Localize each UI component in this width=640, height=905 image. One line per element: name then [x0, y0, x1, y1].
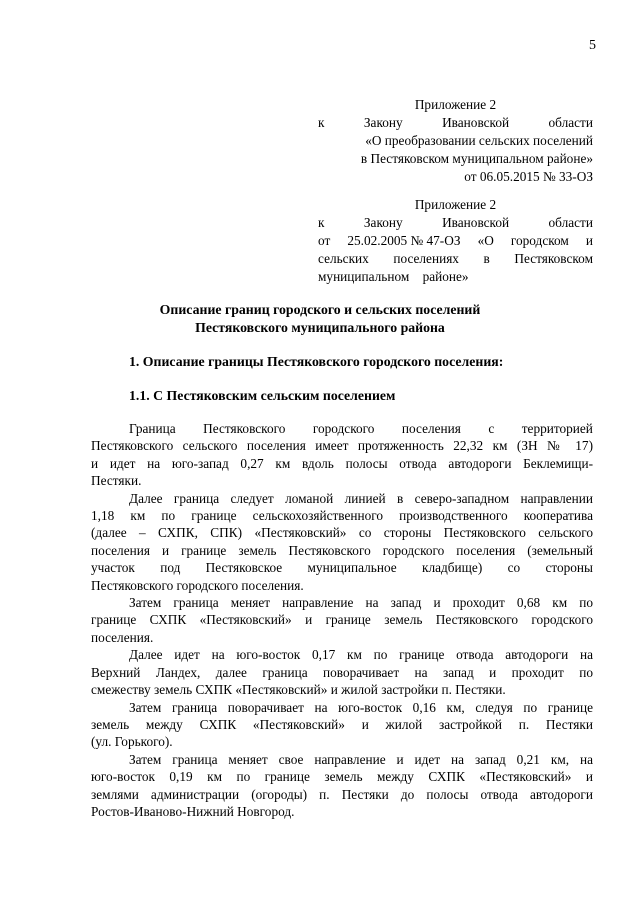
line-text: Затем граница поворачивает на юго-восток 0,16 км, следуя по границе [129, 699, 593, 715]
text-line [91, 646, 593, 663]
text-line [91, 437, 593, 454]
appendix1-line1: Приложение 2 [414, 97, 497, 112]
text-line [91, 716, 593, 733]
line-text: Верхний Ландех, далее граница поворачивает на запад и проходит по [91, 664, 593, 680]
paragraph [91, 646, 593, 698]
appendix2-line3 [318, 232, 593, 250]
line-text: Пестяки. [91, 473, 142, 489]
text-line [91, 803, 593, 820]
line-text: (ул. Горького). [91, 734, 173, 750]
text-line [91, 594, 593, 611]
line-text: юго-восток 0,19 км по границе земель между СХПК «Пестяковский» и [91, 769, 593, 785]
line-text: смежеству земель СХПК «Пестяковский» и жилой застройки п. Пестяки. [91, 682, 506, 698]
page-number: 5 [589, 38, 596, 53]
paragraph [91, 490, 593, 594]
appendix1-line2 [318, 114, 593, 132]
text-line [91, 786, 593, 803]
text-line [91, 455, 593, 472]
word: 25.02.2005 № 47-ОЗ [347, 233, 461, 248]
word: Закону [363, 115, 403, 130]
word: и [585, 233, 593, 248]
title-line2: Пестяковского муниципального района [195, 320, 445, 335]
text-line [91, 733, 593, 750]
word: «О [477, 233, 494, 248]
word: Граница [129, 421, 176, 436]
line-text: землями администрации (огороды) п. Пестяки до полосы отвода автодороги [91, 786, 593, 802]
line-text: границе СХПК «Пестяковский» и границе земель Пестяковского городского [91, 612, 593, 628]
body-text [91, 420, 593, 820]
line-text: поселения. [91, 629, 154, 645]
text-line [91, 664, 593, 681]
line-text: (далее – СХПК, СПК) «Пестяковский» со стороны Пестяковского сельского [91, 525, 593, 541]
line-text: Затем граница меняет направление на запад и проходит 0,68 км по [129, 595, 593, 611]
text-line [91, 559, 593, 576]
text-line [91, 629, 593, 646]
word: городском [510, 233, 569, 248]
word: от [318, 233, 331, 248]
text-line [91, 611, 593, 628]
document-title [0, 301, 640, 337]
appendix-reference-original [318, 196, 593, 286]
paragraph [91, 420, 593, 490]
line-text: Далее граница следует ломаной линией в северо-западном направлении [129, 490, 593, 506]
text-line [91, 751, 593, 768]
appendix2-line5: муниципальном районе» [318, 269, 469, 284]
word: стороны [545, 560, 593, 576]
word: области [548, 115, 593, 130]
text-line [91, 490, 593, 507]
word: муниципальное [307, 560, 397, 576]
word: Закону [363, 215, 403, 230]
line-text: Пестяковского городского поселения. [91, 577, 304, 593]
text-line [91, 681, 593, 698]
word: территорией [521, 421, 593, 436]
paragraph [91, 594, 593, 646]
title-line1: Описание границ городского и сельских поселений [159, 302, 481, 317]
word: в [483, 251, 490, 266]
word: сельских [318, 251, 369, 266]
line-text: и идет на юго-запад 0,27 км вдоль полосы отвода автодороги Беклемищи- [91, 455, 593, 471]
appendix2-line4 [318, 250, 593, 268]
appendix-reference-current [318, 96, 593, 186]
word: Пестяковское [205, 560, 283, 576]
section-heading-1-1: 1.1. С Пестяковским сельским поселением [129, 388, 396, 403]
line-text: Пестяковского сельского поселения имеет протяженность 22,32 км (ЗН № 17) [91, 438, 593, 454]
line-text: Ростов-Иваново-Нижний Новгород. [91, 803, 295, 819]
text-line [91, 524, 593, 541]
appendix1-line5: от 06.05.2015 № 33-ОЗ [464, 169, 593, 184]
appendix1-line3: «О преобразовании сельских поселений [365, 133, 593, 148]
text-line [91, 507, 593, 524]
paragraph [91, 751, 593, 821]
line-text: Далее идет на юго-восток 0,17 км по границе отвода автодороги на [129, 647, 593, 663]
paragraph [91, 699, 593, 751]
text-line [91, 542, 593, 559]
word: поселения [401, 421, 461, 436]
text-line [91, 420, 593, 437]
word: Пестяковского [203, 421, 286, 436]
line-text: 1,18 км по границе сельскохозяйственного производственного кооператива [91, 508, 593, 524]
text-line [91, 768, 593, 785]
word: городского [312, 421, 375, 436]
appendix2-line1: Приложение 2 [414, 197, 497, 212]
word: под [160, 560, 181, 576]
appendix2-line2 [318, 214, 593, 232]
line-text: Затем граница меняет свое направление и идет на запад 0,21 км, на [129, 751, 593, 767]
word: к [318, 115, 325, 130]
text-line [91, 472, 593, 489]
word: Ивановской [442, 215, 510, 230]
word: Пестяковском [514, 251, 593, 266]
line-text: поселения и границе земель Пестяковского городского поселения (земельный [91, 542, 593, 558]
word: Ивановской [442, 115, 510, 130]
word: участок [91, 560, 135, 576]
word: со [507, 560, 521, 576]
word: области [548, 215, 593, 230]
text-line [91, 699, 593, 716]
line-text: земель между СХПК «Пестяковский» и жилой застройкой п. Пестяки [91, 716, 593, 732]
text-line [91, 577, 593, 594]
word: к [318, 215, 325, 230]
appendix1-line4: в Пестяковском муниципальном районе» [360, 151, 593, 166]
word: поселениях [393, 251, 459, 266]
word: кладбище) [422, 560, 483, 576]
section-heading-1: 1. Описание границы Пестяковского городского поселения: [129, 354, 504, 369]
word: с [488, 421, 495, 436]
